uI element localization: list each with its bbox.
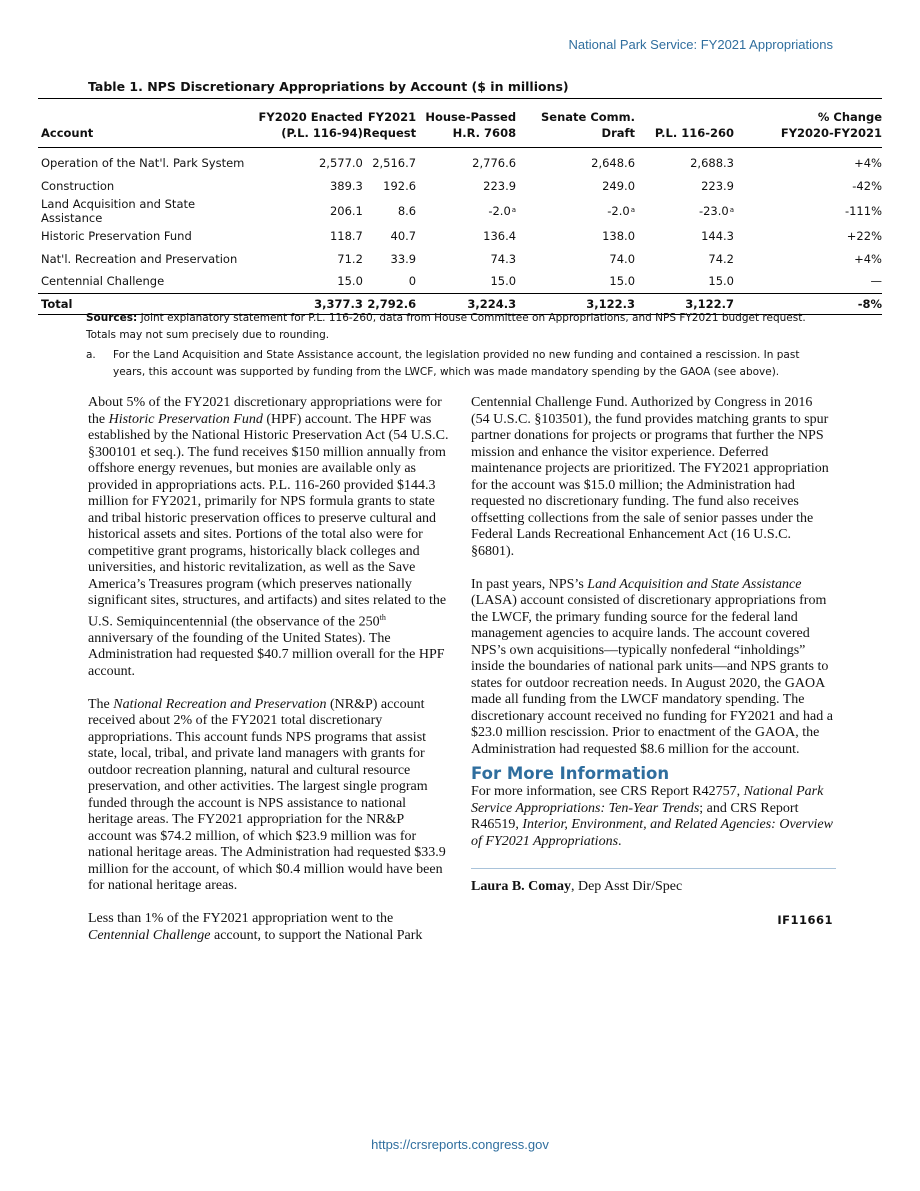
table-row <box>38 148 882 175</box>
cell-pl: 15.0 <box>708 274 734 289</box>
footnote-marker: a <box>729 206 734 214</box>
cell-fy2020: 71.2 <box>337 251 363 266</box>
footnote-marker: a <box>511 206 517 214</box>
cell-change: -111% <box>844 204 882 218</box>
cell-pl: 223.9 <box>701 178 734 193</box>
cell-account: Centennial Challenge <box>41 274 165 289</box>
sources-note <box>86 310 826 343</box>
cell-account: Land Acquisition and State Assistance <box>41 197 196 225</box>
cell-fy2020: 206.1 <box>329 204 363 218</box>
header-pl: P.L. 116-260 <box>635 99 734 148</box>
more-info-text: For more information, see CRS Report R42757, National Park Service Appropriations: Ten-Year Trends; and CRS Report R46519, Interior, Environment, and Related Agencies: Overview of FY2021 Appropriations. <box>471 784 833 849</box>
cell-account: Nat'l. Recreation and Preservation <box>41 251 238 266</box>
table-header-row <box>38 99 882 148</box>
cell-house: -2.0$^a$ <box>488 204 517 218</box>
header-change: % Change FY2020-FY2021 <box>734 99 882 148</box>
more-info-heading: For More Information <box>471 764 670 783</box>
header-fy2021: FY2021 Request <box>363 99 416 148</box>
cell-fy2021: 33.9 <box>390 251 417 266</box>
cell-change: -42% <box>852 178 882 193</box>
cell-account: Operation of the Nat'l. Park System <box>41 156 245 171</box>
header-fy2020: FY2020 Enacted (P.L. 116-94) <box>258 99 363 148</box>
cell-pl: 74.2 <box>708 251 734 266</box>
cell-house: 136.4 <box>483 229 517 244</box>
table-row <box>38 197 882 225</box>
cell-fy2021: 0 <box>408 274 417 289</box>
footnote-text: For the Land Acquisition and State Assistance account, the legislation provided no new funding and contained a rescission. In past years, this account was supported by funding from the LWCF, which was made mandatory spending by the GAOA (see above). <box>113 349 800 378</box>
sources-text: Joint explanatory statement for P.L. 116-260, data from House Committee on Appropriations, and NPS FY2021 budget request. Totals may not sum precisely due to rounding. <box>86 312 806 341</box>
cell-senate: 74.0 <box>609 251 636 266</box>
right-column <box>471 395 833 929</box>
cell-pl: 144.3 <box>701 229 734 244</box>
cell-account: Total <box>38 293 258 314</box>
cell-pl: -23.0$^a$ <box>698 204 734 218</box>
paragraph-nrp: The National Recreation and Preservation (NR&P) account received about 2% of the FY2021 total discretionary appropriations. This account funds NPS programs that assist state, local, tribal, and private land managers with grants for outdoor recreation planning, natural and cultural resource preservation, and other activities. The largest single program funded through the account is NPS assistance to national heritage areas. The FY2021 appropriation for the NR&P account was $74.2 million, of which $23.9 million was for national heritage areas. The Administration had requested $33.9 million for the account, of which $0.4 million would have been for national heritage areas. <box>88 696 446 894</box>
cell-fy2021: 2,792.6 <box>363 293 416 314</box>
cell-fy2020: 118.7 <box>329 229 363 244</box>
sources-label: Sources: <box>86 312 138 324</box>
appropriations-table <box>38 98 882 315</box>
cell-house: 223.9 <box>483 178 517 193</box>
author-name: Laura B. Comay <box>471 879 571 894</box>
table-row <box>38 175 882 198</box>
cell-house: 2,776.6 <box>472 156 517 171</box>
cell-fy2020: 2,577.0 <box>318 156 363 171</box>
cell-change: — <box>870 274 882 289</box>
cell-account: Historic Preservation Fund <box>41 229 192 244</box>
header-house: House-Passed H.R. 7608 <box>416 99 516 148</box>
paragraph-hpf: About 5% of the FY2021 discretionary appropriations were for the Historic Preservation Fund (HPF) account. The HPF was established by the National Historic Preservation Act (54 U.S.C. §300101 et seq.). The fund receives $150 million annually from offshore energy revenues, but monies are available only as provided in appropriations acts. P.L. 116-260 provided $144.3 million for FY2021, primarily for NPS formula grants to state and tribal historic preservation offices to preserve cultural and historical assets and sites. Portions of the total also were for competitive grant programs, historically black colleges and universities, and historic revitalization, as well as the Save America’s Treasures program (which preserves nationally significant sites, structures, and artifacts) and sites related to the U.S. Semiquincentennial (the observance of the 250th anniversary of the founding of the United States). The Administration had requested $40.7 million overall for the HPF account. <box>88 395 449 679</box>
paragraph-centennial-cont: Centennial Challenge Fund. Authorized by Congress in 2016 (54 U.S.C. §103501), the fund provides matching grants to spur partner donations for projects or programs that further the NPS mission and enhance the visitor experience. Deferred maintenance projects are prioritized. The FY2021 appropriation for the account was $15.0 million; the Administration had requested no discretionary funding. The fund also receives offsetting collections from the sale of senior passes under the Federal Lands Recreational Enhancement Act (16 U.S.C. §6801). <box>471 395 829 559</box>
cell-senate: 138.0 <box>602 229 636 244</box>
cell-pl: 3,122.7 <box>635 293 734 314</box>
cell-fy2021: 40.7 <box>390 229 417 244</box>
table-row <box>38 225 882 248</box>
cell-senate: -2.0$^a$ <box>607 204 636 218</box>
header-senate: Senate Comm. Draft <box>516 99 635 148</box>
cell-house: 74.3 <box>490 251 517 266</box>
left-column <box>88 395 450 944</box>
page-header: National Park Service: FY2021 Appropriations <box>568 37 833 52</box>
report-code: IF11661 <box>777 913 833 927</box>
cell-fy2020: 15.0 <box>337 274 363 289</box>
cell-senate: 249.0 <box>602 178 636 193</box>
cell-senate: 3,122.3 <box>516 293 635 314</box>
cell-senate: 15.0 <box>609 274 636 289</box>
cell-senate: 2,648.6 <box>591 156 636 171</box>
paragraph-lasa: In past years, NPS’s Land Acquisition and State Assistance (LASA) account consisted of discretionary appropriations from the LWCF, the primary funding source for the federal land management agencies to acquire lands. The account covered NPS’s own acquisitions—typically nonfederal “inholdings” inside the boundaries of national park units—and NPS grants to states for outdoor recreation needs. In August 2020, the GAOA made all funding from the LWCF mandatory spending. The discretionary account received no funding for FY2021 and had a $23.0 million rescission. Prior to enactment of the GAOA, the Administration had requested $8.6 million for the account. <box>471 576 833 757</box>
cell-account: Construction <box>41 178 115 193</box>
cell-fy2021: 8.6 <box>397 204 417 218</box>
table-title: Table 1. NPS Discretionary Appropriations by Account ($ in millions) <box>88 79 569 94</box>
cell-house: 15.0 <box>490 274 517 289</box>
cell-fy2020: 3,377.3 <box>258 293 363 314</box>
cell-pl: 2,688.3 <box>690 156 734 171</box>
author-line <box>471 879 833 896</box>
cell-change: -8% <box>734 293 882 314</box>
paragraph-centennial: Less than 1% of the FY2021 appropriation went to the Centennial Challenge account, to support the National Park <box>88 911 423 943</box>
author-title: , Dep Asst Dir/Spec <box>570 879 683 894</box>
cell-fy2021: 192.6 <box>383 178 417 193</box>
divider <box>471 868 836 869</box>
footnote-marker: a <box>630 206 636 214</box>
table-row <box>38 270 882 293</box>
header-account: Account <box>38 99 258 148</box>
cell-change: +4% <box>854 156 882 171</box>
table-row <box>38 248 882 271</box>
footer-url[interactable]: https://crsreports.congress.gov <box>371 1137 549 1152</box>
cell-fy2020: 389.3 <box>329 178 363 193</box>
cell-change: +22% <box>846 229 882 244</box>
footnote-letter: a. <box>86 349 96 361</box>
footnote <box>86 347 826 380</box>
cell-fy2021: 2,516.7 <box>372 156 417 171</box>
table-notes <box>86 310 826 380</box>
cell-house: 3,224.3 <box>416 293 516 314</box>
cell-change: +4% <box>854 251 882 266</box>
